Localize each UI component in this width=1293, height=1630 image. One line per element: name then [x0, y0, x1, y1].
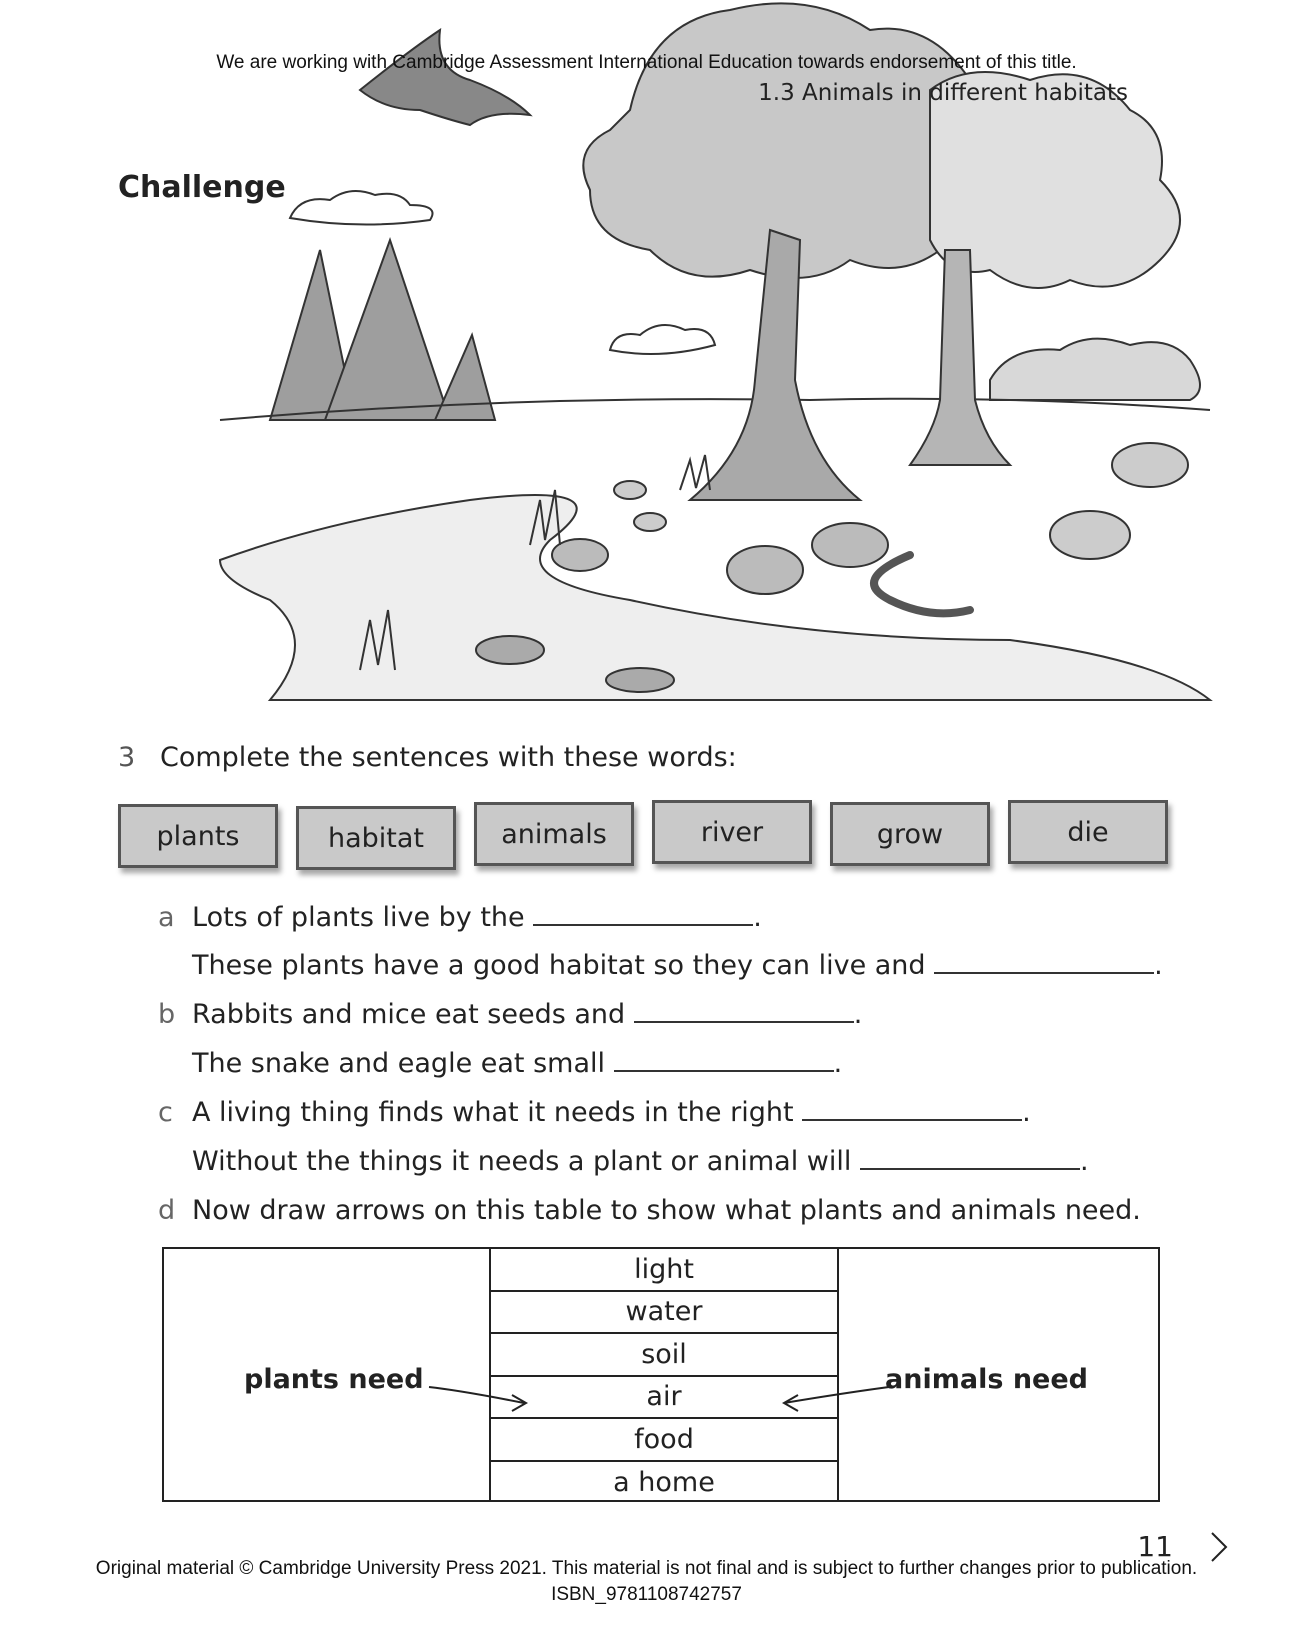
- item-letter: c: [158, 1097, 173, 1128]
- item-letter: d: [158, 1195, 176, 1226]
- item-text: These plants have a good habitat so they can live and: [192, 950, 926, 981]
- need-cell: a home: [613, 1467, 715, 1499]
- need-cell: water: [491, 1292, 837, 1335]
- habitat-illustration: [210, 0, 1270, 740]
- answer-blank[interactable]: [533, 904, 753, 926]
- question-number: 3: [118, 742, 136, 773]
- answer-blank[interactable]: [860, 1148, 1080, 1170]
- answer-blank[interactable]: [934, 952, 1154, 974]
- answer-blank[interactable]: [802, 1099, 1022, 1121]
- item-b-line2: The snake and eagle eat small .: [192, 1048, 843, 1079]
- answer-blank[interactable]: [634, 1001, 854, 1023]
- need-cell: food: [491, 1419, 837, 1462]
- item-text: Rabbits and mice eat seeds and: [192, 999, 626, 1030]
- item-a-line1: a Lots of plants live by the .: [158, 902, 762, 933]
- item-c-line1: c A living thing finds what it needs in the right .: [158, 1097, 1031, 1128]
- item-text: The snake and eagle eat small: [192, 1048, 606, 1079]
- item-d-line1: [158, 1195, 1141, 1226]
- item-c-line2: Without the things it needs a plant or animal will .: [192, 1146, 1089, 1177]
- word-card: plants: [118, 804, 278, 868]
- answer-blank[interactable]: [614, 1050, 834, 1072]
- arrow-animals-to-air: [784, 1387, 889, 1403]
- need-cell: light: [491, 1249, 837, 1292]
- word-card: animals: [474, 802, 634, 866]
- copyright-line: Original material © Cambridge University Press 2021. This material is not final and is subject to further changes prior to publication.: [95, 1558, 1198, 1579]
- item-text: Now draw arrows on this table to show what plants and animals need.: [192, 1195, 1141, 1226]
- need-cell: air: [491, 1377, 837, 1420]
- arrow-plants-to-air: [429, 1387, 524, 1403]
- item-text: A living thing finds what it needs in the right: [192, 1097, 794, 1128]
- item-a-line2: These plants have a good habitat so they can live and .: [192, 950, 1163, 981]
- item-b-line1: b Rabbits and mice eat seeds and .: [158, 999, 863, 1030]
- animals-need-label: animals need: [885, 1364, 1088, 1395]
- section-title: 1.3 Animals in different habitats: [758, 80, 1128, 106]
- word-card: grow: [830, 802, 990, 866]
- word-card: die: [1008, 800, 1168, 864]
- challenge-heading: Challenge: [118, 170, 286, 205]
- example-arrows: [164, 1249, 1162, 1504]
- word-card: habitat: [296, 806, 456, 870]
- word-bank: [118, 800, 1188, 876]
- item-letter: b: [158, 999, 176, 1030]
- endorsement-notice: We are working with Cambridge Assessment International Education towards endorsement of this title.: [216, 52, 1077, 73]
- item-text: Without the things it needs a plant or animal will: [192, 1146, 852, 1177]
- needs-table: [162, 1247, 1160, 1502]
- copyright-footer: [0, 1556, 1293, 1608]
- item-letter: a: [158, 902, 175, 933]
- word-card: river: [652, 800, 812, 864]
- need-cell: soil: [491, 1334, 837, 1377]
- item-text: Lots of plants live by the: [192, 902, 525, 933]
- plants-need-label: plants need: [244, 1364, 424, 1395]
- isbn-line: ISBN_9781108742757: [551, 1584, 742, 1605]
- question-text: Complete the sentences with these words:: [160, 742, 737, 773]
- page-number: 11: [1137, 1530, 1173, 1563]
